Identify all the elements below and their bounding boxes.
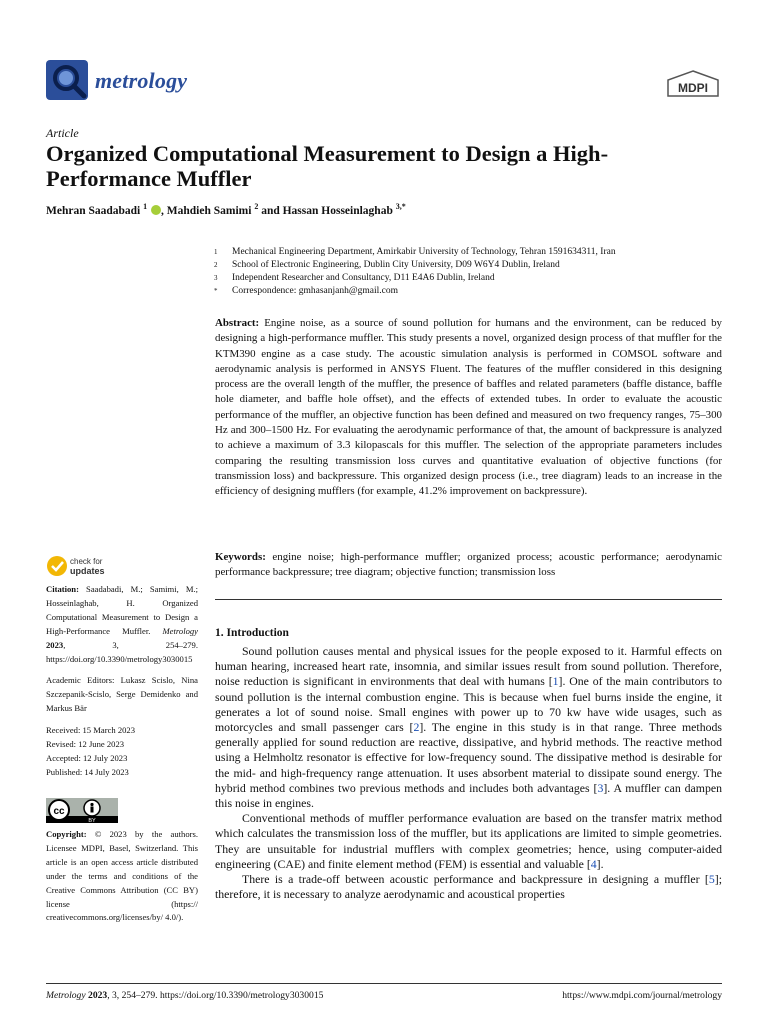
footer-doi-link[interactable]: , 3, 254–279. https://doi.org/10.3390/metrology3030015 (107, 990, 324, 1001)
abstract-label: Abstract: (215, 317, 260, 329)
article-title: Organized Computational Measurement to Design a High-Performance Muffler (46, 141, 609, 191)
date-revised: Revised: 12 June 2023 (46, 739, 125, 750)
reference-link[interactable]: 2 (413, 720, 420, 735)
footer-divider (46, 983, 722, 984)
academic-editors: Academic Editors: Lukasz Scislo, Nina Szczepanik-Scislo, Serge Demidenko and Markus Bär (46, 675, 198, 714)
keywords-label: Keywords: (215, 551, 266, 563)
author-name[interactable]: Hassan Hosseinlaghab (282, 204, 393, 217)
keywords-text: engine noise; high-performance muffler; organized process; acoustic performance; aerodynamic performance backpressure; tree diagram; objective function; transmission loss (215, 551, 722, 579)
body-text (215, 644, 722, 902)
date-received: Received: 15 March 2023 (46, 725, 136, 736)
article-type: Article (46, 126, 79, 140)
affiliation-row: 2 School of Electronic Engineering, Dublin City University, D09 W6Y4 Dublin, Ireland (214, 260, 560, 270)
orcid-icon[interactable] (151, 205, 161, 215)
mdpi-logo-icon (666, 70, 720, 98)
author-name[interactable]: Mehran Saadabadi (46, 204, 141, 217)
paragraph: Conventional methods of muffler performance evaluation are based on the transfer matrix method which calculates the transmission loss of the muffler, but its applications are limited to simple geometries. They are unsuitable for industrial mufflers with complex geometries; hence, using computer-aided engineering (CAE) and finite element method (FEM) is essential and valuable [4]. (215, 811, 722, 871)
section-title: 1. Introduction (215, 627, 289, 639)
affiliations (214, 246, 724, 298)
author-name[interactable]: Mahdieh Samimi (166, 204, 252, 217)
correspondence[interactable]: Correspondence: gmhasanjanh@gmail.com (232, 286, 398, 296)
date-published: Published: 14 July 2023 (46, 766, 129, 777)
svg-text:BY: BY (88, 818, 96, 823)
author-affil-sup: 1 (143, 202, 148, 211)
journal-name: metrology (95, 68, 188, 93)
keywords (215, 550, 722, 581)
author-list: Mehran Saadabadi $^1$ , Mahdieh Samimi $^2$ and Hassan Hosseinlaghab $^{3,*}$ (46, 202, 406, 217)
citation: Citation: Saadabadi, M.; Samimi, M.; Hosseinlaghab, H. Organized Computational Measurement to Design a High-Performance Muffler. Metrology 2023, 3, 254–279. https://doi.org/10.3390/metrology3030015 (46, 584, 198, 664)
abstract-text: Engine noise, as a source of sound pollution for humans and the environment, can be reduced by designing a high-performance muffler. This study presents a novel, organized design process of that muffler for the KTM390 engine as a case study. The acoustic simulation analysis is performed in COMSOL software and aerodynamic analysis is performed in ANSYS Fluent. The features of the muffler considered in this designing process are the overall length of the muffler, the presence of baffles and related parameters (baffle distance, baffle hole diameter, and baffle hole offset), and the effects of extended tubes. In order to evaluate the acoustic performance of the muffler, an objective function has been defined and measured on two frequency ranges, 75–300 Hz and 300–1500 Hz. For evaluating the aerodynamic performance of that, the amount of backpressure is analyzed to achieve a maximum of 3.3 kilopascals for this muffler. The selection of the appropriate parameters includes comparing the resulting transmission loss curves and quantitative evaluation of objective functions (for transmission loss) and backpressure. This organized design process (i.e., tree diagram) leads to an increase in the efficiency of designing mufflers (for example, 41.2% improvement on backpressure). (215, 317, 722, 498)
affiliation-row: * Correspondence: gmhasanjanh@gmail.com (214, 286, 398, 296)
author-affil-sup: 3,* (395, 202, 406, 211)
copyright: Copyright: © 2023 by the authors. Licensee MDPI, Basel, Switzerland. This article is an open access article distributed under the terms and conditions of the Creative Commons Attribution (CC BY) license (https:// creativecommons.org/licenses/by/ 4.0/). (46, 829, 198, 923)
cc-by-license-icon[interactable] (46, 798, 118, 823)
affiliation-row: 1 Mechanical Engineering Department, Amirkabir University of Technology, Tehran 1591634311, Iran (214, 247, 616, 257)
paragraph: Sound pollution causes mental and physical issues for the people exposed to it. Harmful effects on human hearing, increased heart rate, insomnia, and similar issues result from sound pollution. Therefore, noise reduction is significant in environments that deal with humans [1]. One of the main contributors to sound pollution is the internal combustion engine. This is because when fuel burns inside the engine, it generates a lot of sound noise. Small engines with power up to 70 kw have wide usages, such as motorcycles and small passenger cars [2]. The engine in this study is in that range. Three methods generally applied for sound reduction are reactive, dissipative, and hybrid methods. The reactive method using a Helmholtz resonator is effective for low-frequency sound. The dissipative method is desirable for the mid- and high-frequency range attenuation. It uses absorbent material to dissipate sound energy. The hybrid method combines two previous methods and includes both advantages [3]. A muffler can dampen this noise in engines. (215, 644, 723, 811)
svg-text:updates: updates (70, 566, 105, 576)
paragraph: There is a trade-off between acoustic performance and backpressure in designing a muffler [5]; therefore, it is necessary to analyze aerodynamic and acoustical properties (215, 872, 722, 902)
author-affil-sup: 2 (254, 202, 259, 211)
reference-link[interactable]: 4 (590, 856, 597, 871)
date-accepted: Accepted: 12 July 2023 (46, 752, 128, 763)
sidebar (46, 583, 198, 780)
svg-text:check for: check for (70, 557, 103, 566)
citation-doi-link[interactable]: , 3, 254–279. https://doi.org/10.3390/metrology3030015 (46, 639, 198, 664)
journal-logo-icon (46, 60, 88, 100)
reference-link[interactable]: 5 (708, 872, 715, 887)
svg-text:cc: cc (53, 806, 65, 817)
check-for-updates-icon[interactable] (46, 555, 126, 577)
footer-journal-url[interactable]: https://www.mdpi.com/journal/metrology (562, 990, 722, 1001)
divider (215, 599, 722, 600)
footer-citation: Metrology 2023, 3, 254–279. https://doi.org/10.3390/metrology3030015 (46, 990, 324, 1001)
affiliation-row: 3 Independent Researcher and Consultancy, D11 E4A6 Dublin, Ireland (214, 273, 495, 283)
reference-link[interactable]: 3 (597, 780, 604, 795)
publisher-name: MDPI (678, 81, 708, 95)
reference-link[interactable]: 1 (552, 674, 559, 689)
abstract (215, 316, 722, 500)
